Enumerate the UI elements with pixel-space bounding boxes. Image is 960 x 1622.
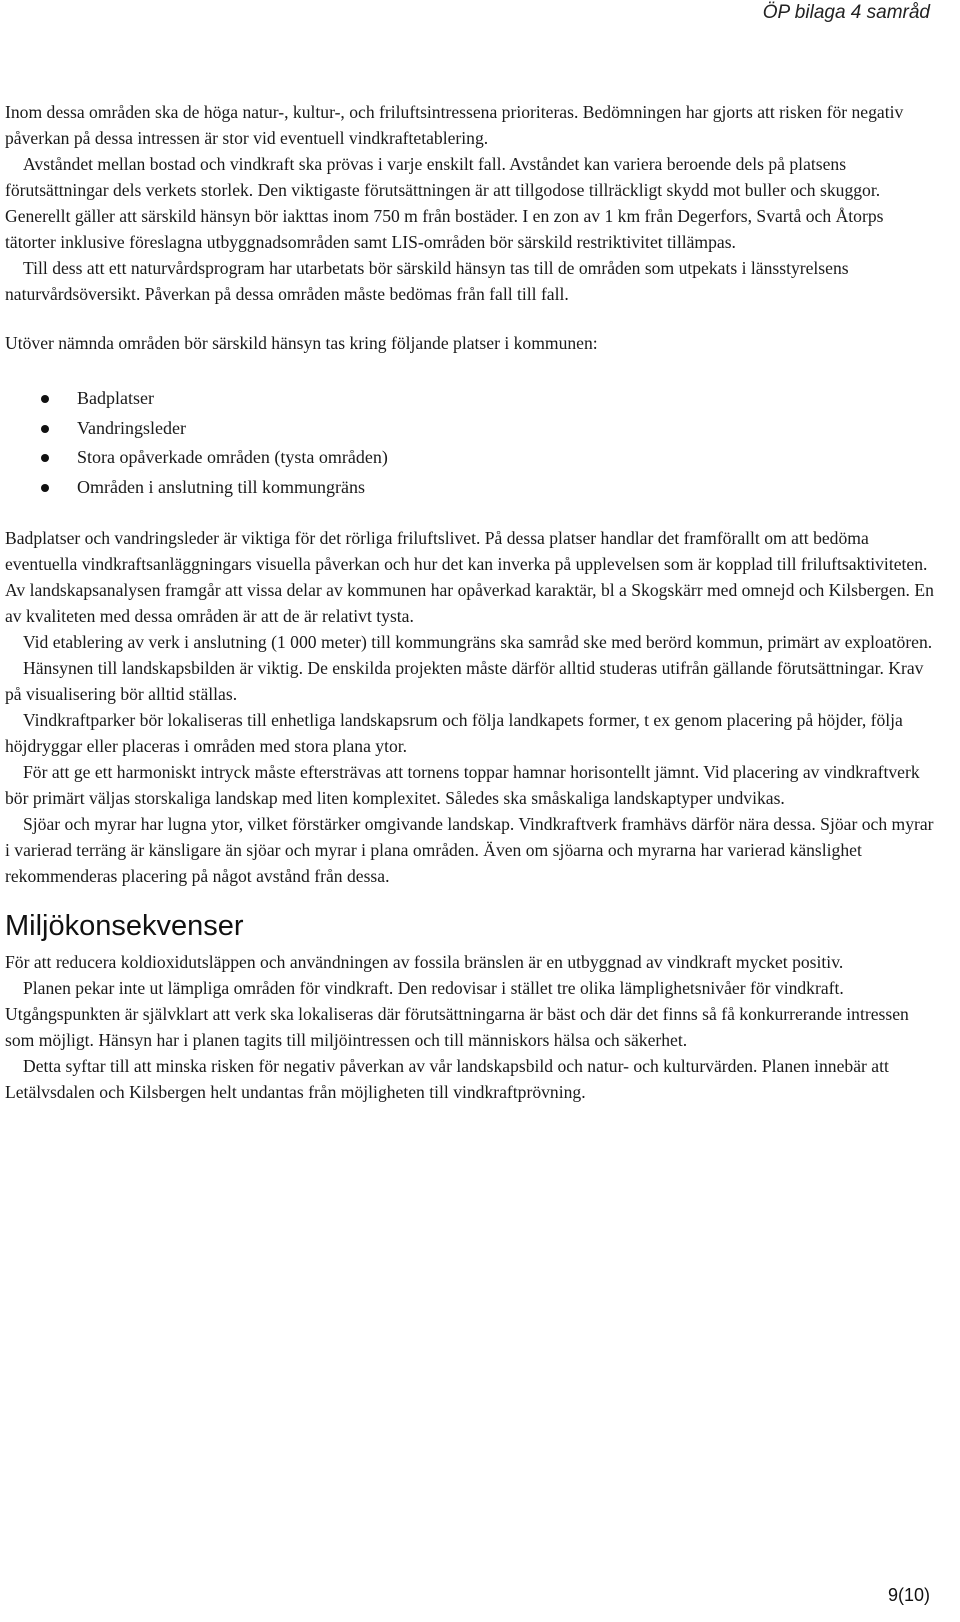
paragraph: Hänsynen till landskapsbilden är viktig. De enskilda projekten måste därför alltid studeras utifrån gällande förutsättningar. Krav på visualisering bör alltid ställas. — [5, 658, 924, 704]
paragraph: Inom dessa områden ska de höga natur-, kultur-, och friluftsintressena prioriteras. Bedömningen har gjorts att risken för negativ påverkan på dessa intressen är stor vid eventuell vindkraftetablering. — [5, 102, 904, 148]
list-item-text: Områden i anslutning till kommungräns — [77, 476, 365, 497]
paragraph: För att ge ett harmoniskt intryck måste eftersträvas att tornens toppar hamnar horisontellt jämnt. Vid placering av vindkraftverk bör primärt väljas storskaliga landskap med liten komplexitet. Således ska småskaliga landskaptyper undvikas. — [5, 762, 920, 808]
intro-paragraph: Utöver nämnda områden bör särskild hänsyn tas kring följande platser i kommunen: — [5, 333, 598, 353]
paragraph: Badplatser och vandringsleder är viktiga för det rörliga friluftslivet. På dessa platser handlar det framförallt om att bedöma eventuella vindkraftsanläggningars visuella påverkan och hur det kan inverka på upplevelsen som är kopplad till friluftsaktiviteten. Av landskapsanalysen framgår att vissa delar av kommunen har opåverkad karaktär, bl a Skogskärr med omnejd och Kilsbergen. En av kvaliteten med dessa områden är att de är relativt tysta. — [5, 528, 934, 626]
paragraph: För att reducera koldioxidutsläppen och användningen av fossila bränslen är en utbyggnad av vindkraft mycket positiv. — [5, 952, 844, 972]
paragraph: Vindkraftparker bör lokaliseras till enhetliga landskapsrum och följa landkapets former, t ex genom placering på höjder, följa höjdryggar eller placeras i områden med stora plana ytor. — [5, 710, 903, 756]
document-body — [5, 99, 935, 1105]
paragraph: Till dess att ett naturvårdsprogram har utarbetats bör särskild hänsyn tas till de områden som utpekats i länsstyrelsens naturvårdsöversikt. Påverkan på dessa områden måste bedömas från fall till fall. — [5, 258, 849, 304]
list-item — [5, 443, 935, 473]
list-item-text: Stora opåverkade områden (tysta områden) — [77, 447, 388, 467]
page-header: ÖP bilaga 4 samråd — [762, 2, 930, 23]
page-number: 9(10) — [887, 1585, 930, 1605]
list-item — [5, 473, 935, 503]
list-item-text: Badplatser — [77, 388, 154, 408]
bullet-icon — [41, 395, 49, 403]
list-item — [5, 414, 935, 444]
bullet-icon — [41, 454, 49, 462]
paragraph: Planen pekar inte ut lämpliga områden för vindkraft. Den redovisar i stället tre olika lämplighetsnivåer för vindkraft. Utgångspunkten är självklart att verk ska lokaliseras där förutsättningarna är bäst och där det finns så få konkurrerande intressen som möjligt. Hänsyn har i planen tagits till miljöintressen och till människors hälsa och säkerhet. — [5, 978, 909, 1050]
paragraph: Detta syftar till att minska risken för negativ påverkan av vår landskapsbild och natur- och kulturvärden. Planen innebär att Letälvsdalen och Kilsbergen helt undantas från möjligheten till vindkraftprövning. — [5, 1056, 889, 1102]
bullet-icon — [41, 425, 49, 433]
section-heading: Miljökonsekvenser — [5, 910, 244, 942]
list-item-text: Vandringsleder — [77, 417, 186, 438]
bullet-icon — [41, 484, 49, 492]
bullet-list — [5, 384, 935, 502]
paragraph: Vid etablering av verk i anslutning (1 000 meter) till kommungräns ska samråd ske med berörd kommun, primärt av exploatören. — [23, 632, 933, 652]
list-item — [5, 384, 935, 414]
paragraph: Sjöar och myrar har lugna ytor, vilket förstärker omgivande landskap. Vindkraftverk framhävs därför nära dessa. Sjöar och myrar i varierad terräng är känsligare än sjöar och myrar i plana områden. Även om sjöarna och myrarna har varierad känslighet rekommenderas placering på något avstånd från dessa. — [5, 814, 934, 886]
paragraph: Avståndet mellan bostad och vindkraft ska prövas i varje enskilt fall. Avståndet kan variera beroende dels på platsens förutsättningar dels verkets storlek. Den viktigaste förutsättningen är att tillgodose tillräckligt skydd mot buller och skuggor. Generellt gäller att särskild hänsyn bör iakttas inom 750 m från bostäder. I en zon av 1 km från Degerfors, Svartå och Åtorps tätorter inklusive föreslagna utbyggnadsområden samt LIS-områden bör särskild restriktivitet tillämpas. — [5, 154, 884, 252]
